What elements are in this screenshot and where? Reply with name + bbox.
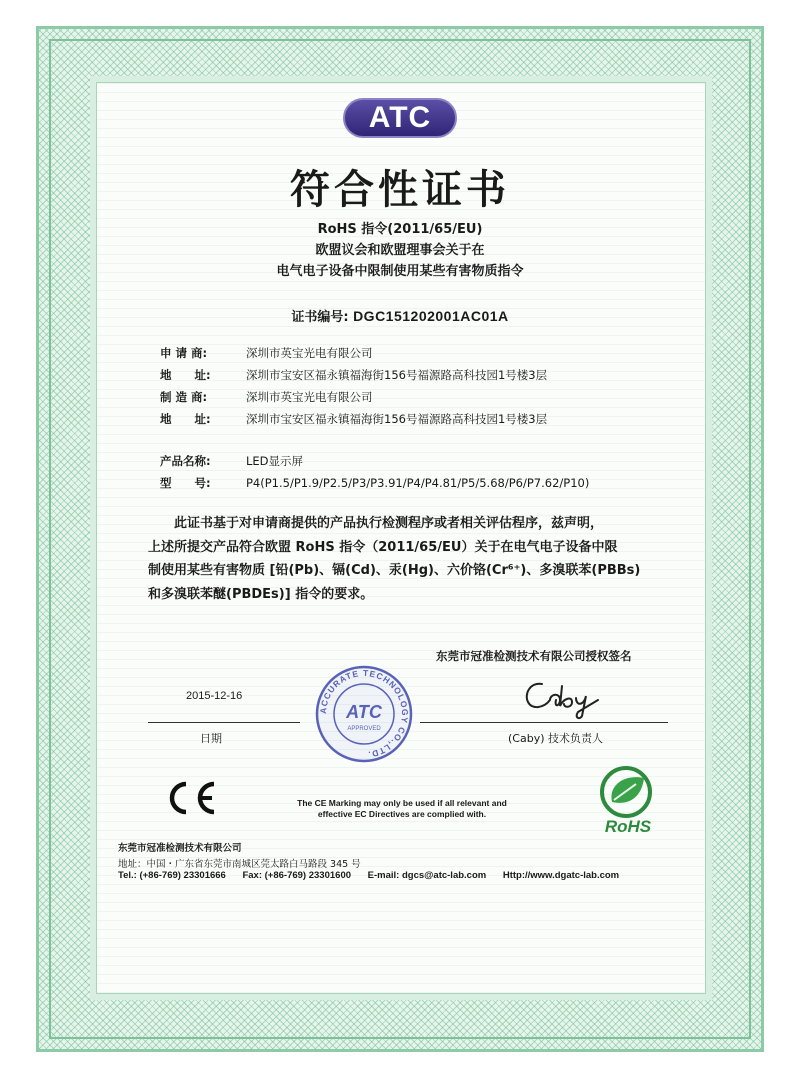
footer-address: 地址：中国・广东省东莞市南城区莞太路白马路段 345 号 [118, 859, 361, 870]
footer-tel: Tel.: (+86-769) 23301666 [118, 870, 226, 881]
statement-line-1: 此证书基于对申请商提供的产品执行检测程序或者相关评估程序，兹声明， [174, 516, 604, 531]
certificate-number-label: 证书编号: [291, 310, 349, 325]
footer-web: Http://www.dgatc-lab.com [502, 870, 620, 881]
applicant-value: 深圳市英宝光电有限公司 [246, 346, 373, 360]
seal-small-text: APPROVED [347, 726, 381, 732]
issue-date: 2015-12-16 [186, 690, 243, 702]
rohs-logo [590, 762, 666, 836]
certificate-number [0, 306, 800, 325]
date-underline [148, 722, 300, 723]
footer-contact [118, 870, 633, 881]
handwritten-signature [520, 676, 620, 720]
model-value: P4(P1.5/P1.9/P2.5/P3/P3.91/P4/P4.81/P5/5.68/P6/P7.62/P10) [246, 476, 590, 490]
authorized-signer: 东莞市冠准检测技术有限公司授权签名 [436, 649, 632, 663]
ce-note-line-1: The CE Marking may only be used if all relevant and [297, 798, 507, 808]
seal-center-text: ATC [346, 702, 382, 722]
directive-line-2: 欧盟议会和欧盟理事会关于在 [315, 243, 485, 258]
manufacturer-address-label: 地 址: [160, 412, 211, 426]
statement-paragraph [148, 512, 668, 606]
statement-line-3: 制使用某些有害物质 [铅(Pb)、镉(Cd)、汞(Hg)、六价铬(Cr⁶⁺)、多溴联苯(PBBs) [148, 563, 641, 578]
applicant-address-value: 深圳市宝安区福永镇福海街156号福源路高科技园1号楼3层 [246, 368, 548, 382]
statement-line-2: 上述所提交产品符合欧盟 RoHS 指令（2011/65/EU）关于在电气电子设备中限 [148, 539, 618, 555]
statement-line-4: 和多溴联苯醚(PBDEs)] 指令的要求。 [148, 586, 374, 602]
ce-icon [160, 778, 220, 818]
applicant-label: 申 请 商: [160, 346, 208, 360]
ce-note-line-2: effective EC Directives are complied with. [317, 809, 487, 819]
rohs-text: RoHS [604, 817, 652, 836]
footer-company: 东莞市冠准检测技术有限公司 [118, 843, 242, 854]
directive-line-1: RoHS 指令(2011/65/EU) [317, 222, 483, 237]
signature-underline [420, 722, 668, 723]
footer-fax: Fax: (+86-769) 23301600 [242, 870, 352, 881]
certificate-title: 符合性证书 [290, 166, 510, 213]
product-name-value: LED显示屏 [246, 454, 304, 468]
company-seal [314, 664, 414, 764]
date-label: 日期 [200, 732, 222, 745]
manufacturer-label: 制 造 商: [160, 390, 208, 404]
manufacturer-value: 深圳市英宝光电有限公司 [246, 390, 373, 404]
ce-note [272, 798, 532, 820]
directive-line-3: 电气电子设备中限制使用某些有害物质指令 [276, 264, 524, 279]
footer-email: E-mail: dgcs@atc-lab.com [367, 870, 487, 881]
seal-outer-text-path: ACCURATE TECHNOLOGY CO.,LTD. [317, 667, 411, 760]
model-label: 型 号: [160, 476, 211, 490]
certificate-number-value: DGC151202001AC01A [353, 308, 509, 324]
responsible-label: (Caby) 技术负责人 [508, 732, 603, 745]
atc-logo: ATC [343, 98, 457, 138]
ce-mark [160, 778, 220, 822]
product-name-label: 产品名称: [160, 454, 211, 468]
manufacturer-address-value: 深圳市宝安区福永镇福海街156号福源路高科技园1号楼3层 [246, 412, 548, 426]
applicant-address-label: 地 址: [160, 368, 211, 382]
